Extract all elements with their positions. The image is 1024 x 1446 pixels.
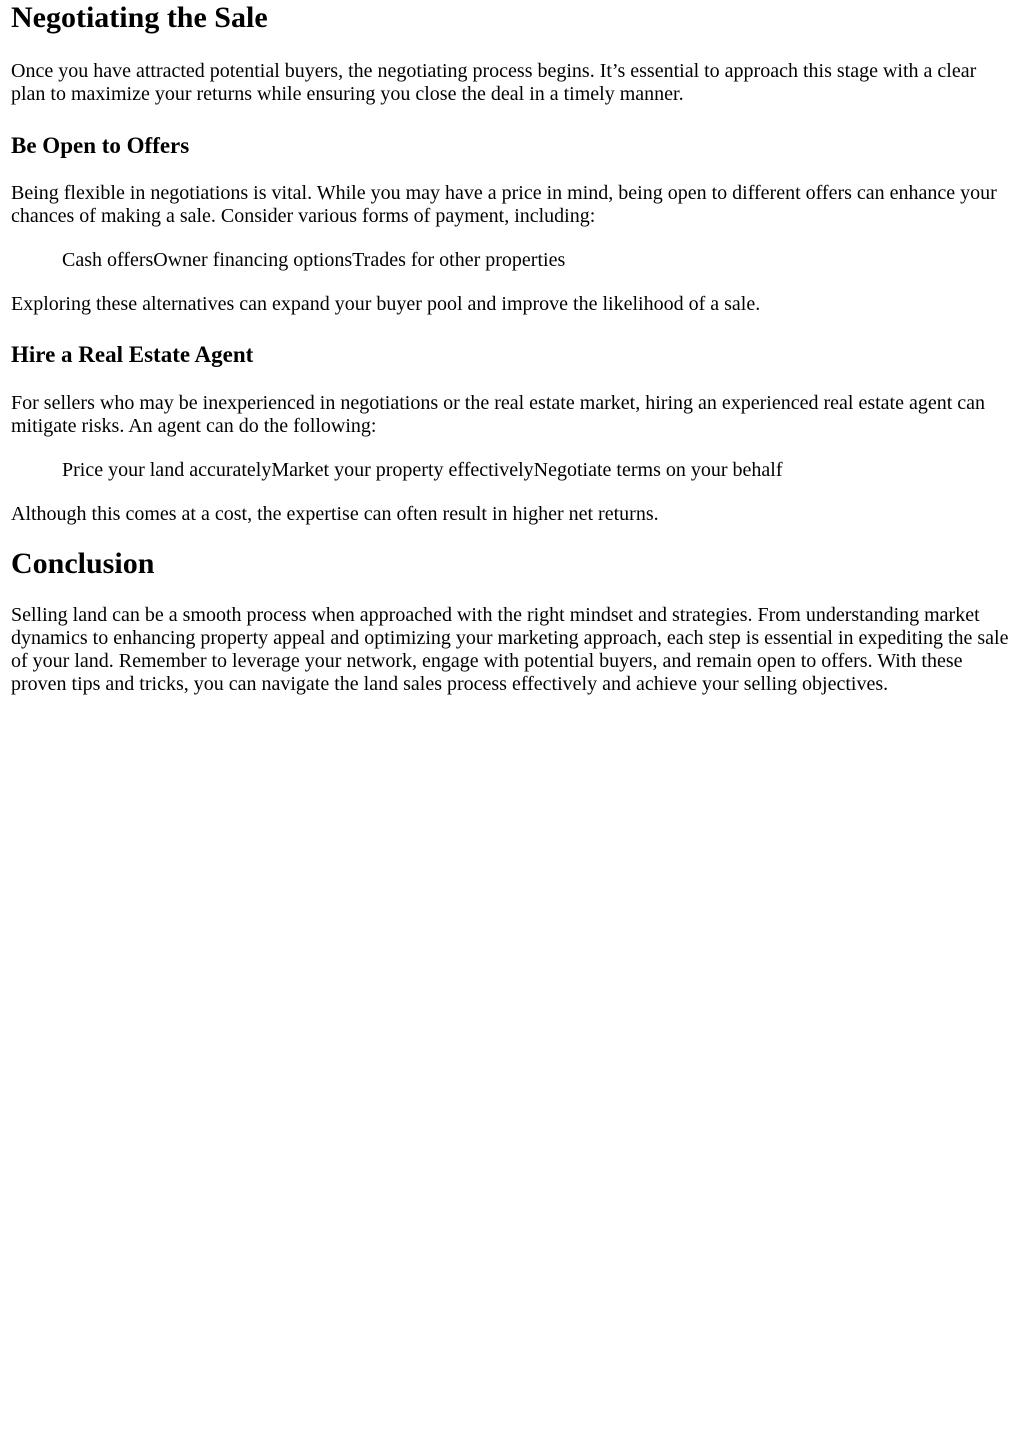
list-item: Negotiate terms on your behalf (533, 459, 783, 481)
negotiating-intro-paragraph: Once you have attracted potential buyers, the negotiating process begins. It’s essential to approach this stage with a clear plan to maximize your returns while ensuring you close the deal in a timely manner. (11, 60, 977, 105)
hire-agent-paragraph: For sellers who may be inexperienced in negotiations or the real estate market, hiring an experienced real estate agent can mitigate risks. An agent can do the following: (11, 392, 986, 437)
subsection-title-hire-agent: Hire a Real Estate Agent (11, 342, 254, 367)
list-item: Market your property effectively (271, 459, 534, 481)
payment-options-list (11, 249, 1013, 272)
list-item: Cash offers (62, 249, 154, 271)
list-item: Price your land accurately (62, 459, 272, 481)
hire-agent-followup-paragraph: Although this comes at a cost, the expertise can often result in higher net returns. (11, 503, 659, 525)
open-to-offers-followup-paragraph: Exploring these alternatives can expand your buyer pool and improve the likelihood of a sale. (11, 293, 761, 315)
list-item: Trades for other properties (352, 249, 566, 271)
section-title-conclusion: Conclusion (11, 547, 155, 580)
list-item: Owner financing options (153, 249, 353, 271)
agent-tasks-list (11, 459, 1013, 482)
open-to-offers-paragraph: Being flexible in negotiations is vital. While you may have a price in mind, being open to different offers can enhance your chances of making a sale. Consider various forms of payment, including: (11, 182, 997, 227)
section-title-negotiating: Negotiating the Sale (11, 1, 268, 34)
article (0, 0, 1024, 696)
conclusion-paragraph: Selling land can be a smooth process when approached with the right mindset and strategies. From understanding market dynamics to enhancing property appeal and optimizing your marketing approach, each step is essential in expediting the sale of your land. Remember to leverage your network, engage with potential buyers, and remain open to offers. With these proven tips and tricks, you can navigate the land sales process effectively and achieve your selling objectives. (11, 604, 1009, 695)
subsection-title-open-to-offers: Be Open to Offers (11, 133, 190, 158)
